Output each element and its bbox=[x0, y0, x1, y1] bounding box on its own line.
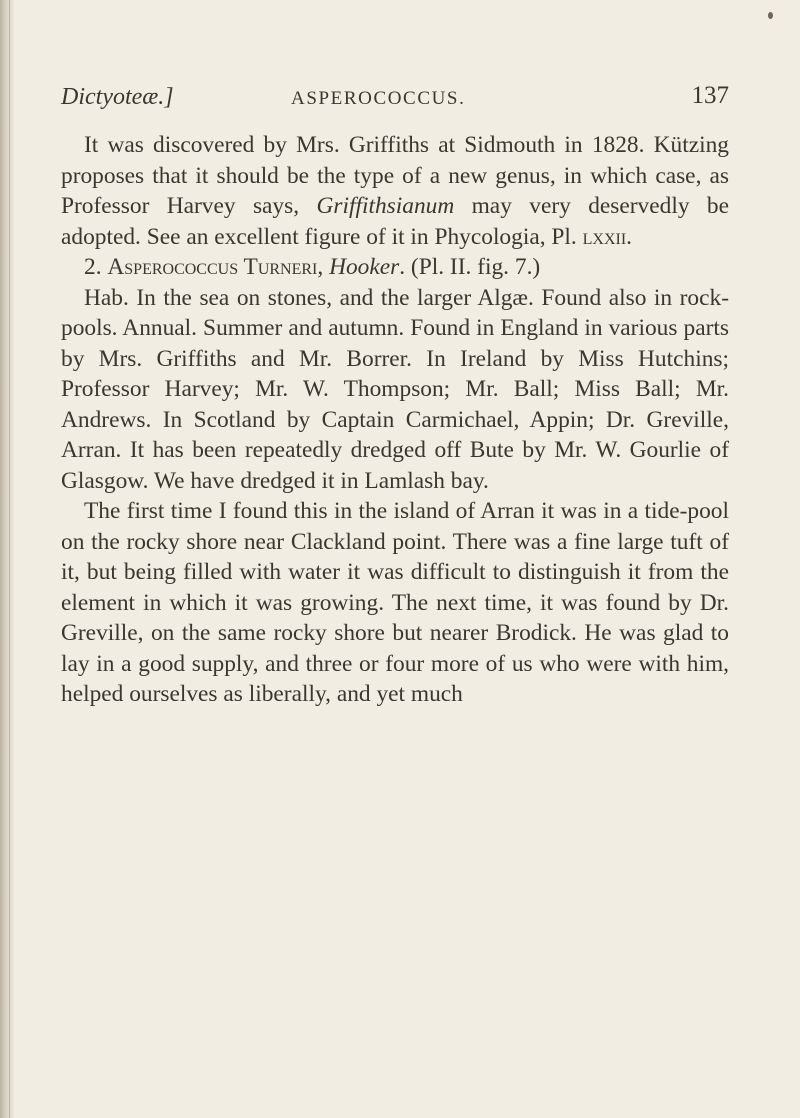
paragraph-discovery-text-3: . bbox=[626, 223, 633, 250]
running-head-title: ASPEROCOCCUS. bbox=[291, 88, 466, 109]
running-header bbox=[61, 84, 729, 124]
species-heading-sep: , bbox=[317, 254, 330, 280]
paper-speck bbox=[768, 12, 773, 19]
running-head-section: Dictyoteæ.] bbox=[61, 84, 174, 110]
paragraph-discovery bbox=[61, 130, 729, 252]
paragraph-habitat: Hab. In the sea on stones, and the larger Algæ. Found also in rock-pools. Annual. Summer and autumn. Found in England in various parts by Mrs. Griffiths and Mr. Borrer. In Ireland by Miss Hutchins; Professor Harvey; Mr. W. Thompson; Mr. Ball; Miss Ball; Mr. Andrews. In Scotland by Captain Carmichael, Appin; Dr. Greville, Arran. It has been repeatedly dredged off Bute by Mr. W. Gourlie of Glasgow. We have dredged it in Lamlash bay. bbox=[61, 284, 729, 494]
paragraph-discovery-text-1: It was discovered by Mrs. Griffiths at Sidmouth in 1828. Kützing proposes that it should be the type of a new genus, in which case, as Professor Harvey says, bbox=[61, 132, 729, 219]
page-body bbox=[61, 130, 729, 710]
book-gutter-shadow bbox=[0, 0, 14, 1118]
species-name: Asperococcus Turneri bbox=[107, 254, 318, 280]
page-number: 137 bbox=[691, 82, 729, 109]
species-figure-ref: . (Pl. II. fig. 7.) bbox=[399, 254, 541, 280]
paragraph-narrative: The first time I found this in the island of Arran it was in a tide-pool on the rocky shore near Clackland point. There was a fine large tuft of it, but being filled with water it was difficult to distinguish it from the element in which it was growing. The next time, it was found by Dr. Greville, on the same rocky shore but nearer Brodick. He was glad to lay in a good supply, and three or four more of us who were with him, helped ourselves as liberally, and yet much bbox=[61, 498, 729, 707]
paragraph-discovery-text-2: may very deservedly be adopted. See an excellent figure of it in Phycologia, Pl. bbox=[61, 193, 729, 250]
plate-reference: lxxii bbox=[582, 223, 627, 250]
species-heading bbox=[61, 252, 729, 283]
page-fold-line bbox=[9, 0, 10, 1118]
species-name-griffithsianum: Griffithsianum bbox=[316, 193, 455, 219]
species-authority: Hooker bbox=[329, 254, 400, 280]
species-number: 2. bbox=[84, 254, 108, 280]
